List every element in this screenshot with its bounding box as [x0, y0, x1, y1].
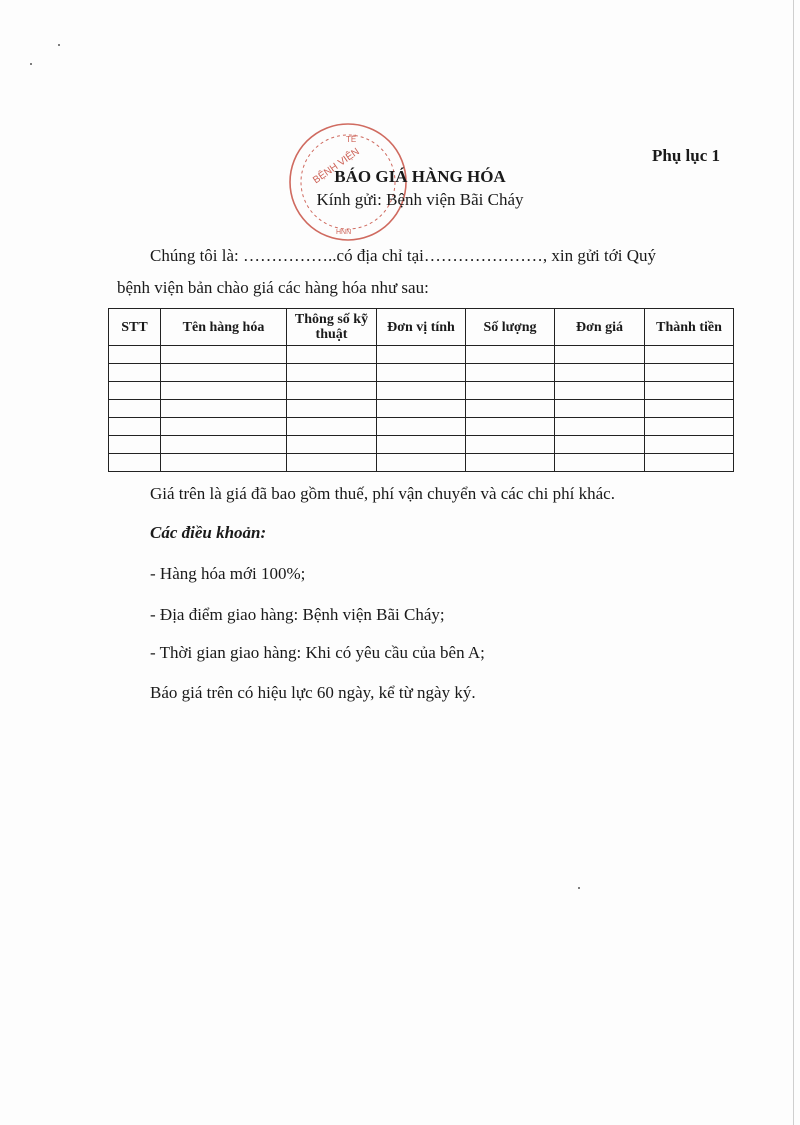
term-item: - Hàng hóa mới 100%; [150, 564, 306, 583]
table-row [109, 382, 734, 400]
table-cell [161, 400, 287, 418]
table-cell [109, 382, 161, 400]
scan-speck [58, 44, 60, 46]
term-item: - Địa điểm giao hàng: Bệnh viện Bãi Cháy; [150, 605, 445, 624]
table-cell [287, 418, 377, 436]
table-cell [109, 364, 161, 382]
table-cell [555, 364, 645, 382]
table-row [109, 436, 734, 454]
intro-line-2: bệnh viện bản chào giá các hàng hóa như sau: [117, 278, 429, 297]
table-cell [466, 382, 555, 400]
table-cell [287, 400, 377, 418]
table-cell [287, 454, 377, 472]
table-row [109, 400, 734, 418]
table-row [109, 364, 734, 382]
table-cell [109, 436, 161, 454]
validity-note: Báo giá trên có hiệu lực 60 ngày, kể từ ngày ký. [150, 683, 476, 702]
table-cell [161, 346, 287, 364]
appendix-label: Phụ lục 1 [652, 146, 721, 165]
scan-speck [30, 63, 32, 65]
stamp-text-bottom: HNN [336, 229, 352, 236]
table-cell [377, 382, 466, 400]
table-header-row [109, 309, 734, 346]
table-cell [466, 418, 555, 436]
table-cell [161, 418, 287, 436]
recipient-line: Kính gửi: Bệnh viện Bãi Cháy [316, 190, 524, 209]
table-row [109, 454, 734, 472]
table-cell [555, 418, 645, 436]
price-note: Giá trên là giá đã bao gồm thuế, phí vận chuyển và các chi phí khác. [150, 484, 615, 503]
table-cell [555, 382, 645, 400]
terms-heading: Các điều khoản: [150, 523, 267, 542]
table-cell [555, 454, 645, 472]
scan-speck [578, 887, 580, 889]
table-cell [645, 400, 734, 418]
stamp-text-top: TẾ [346, 135, 357, 144]
table-cell [466, 400, 555, 418]
stamp-text-middle: BỆNH VIỆN [311, 146, 362, 187]
table-cell [555, 436, 645, 454]
table-cell [161, 382, 287, 400]
table-cell [377, 454, 466, 472]
page-edge [793, 0, 794, 1125]
table-row [109, 418, 734, 436]
table-cell [377, 436, 466, 454]
table-cell [161, 364, 287, 382]
table-cell [466, 364, 555, 382]
table-cell [109, 346, 161, 364]
table-cell [645, 436, 734, 454]
table-cell [377, 364, 466, 382]
table-cell [287, 436, 377, 454]
table-cell [109, 418, 161, 436]
table-cell [555, 346, 645, 364]
table-cell [287, 382, 377, 400]
table-body [109, 346, 734, 472]
table-row [109, 346, 734, 364]
table-cell [466, 346, 555, 364]
header-specs: Thông số kỹ thuật [287, 309, 377, 346]
table-cell [555, 400, 645, 418]
table-cell [109, 400, 161, 418]
header-unit: Đơn vị tính [377, 309, 466, 346]
table-cell [645, 454, 734, 472]
table-cell [161, 436, 287, 454]
table-cell [377, 346, 466, 364]
term-item: - Thời gian giao hàng: Khi có yêu cầu của bên A; [150, 643, 485, 662]
table-cell [161, 454, 287, 472]
table-cell [645, 418, 734, 436]
header-stt: STT [109, 309, 161, 346]
intro-line-1: Chúng tôi là: ……………..có địa chỉ tại…………………, xin gửi tới Quý [150, 246, 656, 265]
table-cell [645, 346, 734, 364]
table-cell [377, 400, 466, 418]
table-cell [466, 454, 555, 472]
header-item-name: Tên hàng hóa [161, 309, 287, 346]
document-title: BÁO GIÁ HÀNG HÓA [334, 167, 506, 186]
header-unit-price: Đơn giá [555, 309, 645, 346]
table-cell [645, 364, 734, 382]
header-quantity: Số lượng [466, 309, 555, 346]
table-cell [287, 364, 377, 382]
header-total: Thành tiền [645, 309, 734, 346]
table-cell [377, 418, 466, 436]
quote-table [108, 308, 734, 472]
table-cell [645, 382, 734, 400]
table-cell [287, 346, 377, 364]
table-cell [109, 454, 161, 472]
table-cell [466, 436, 555, 454]
